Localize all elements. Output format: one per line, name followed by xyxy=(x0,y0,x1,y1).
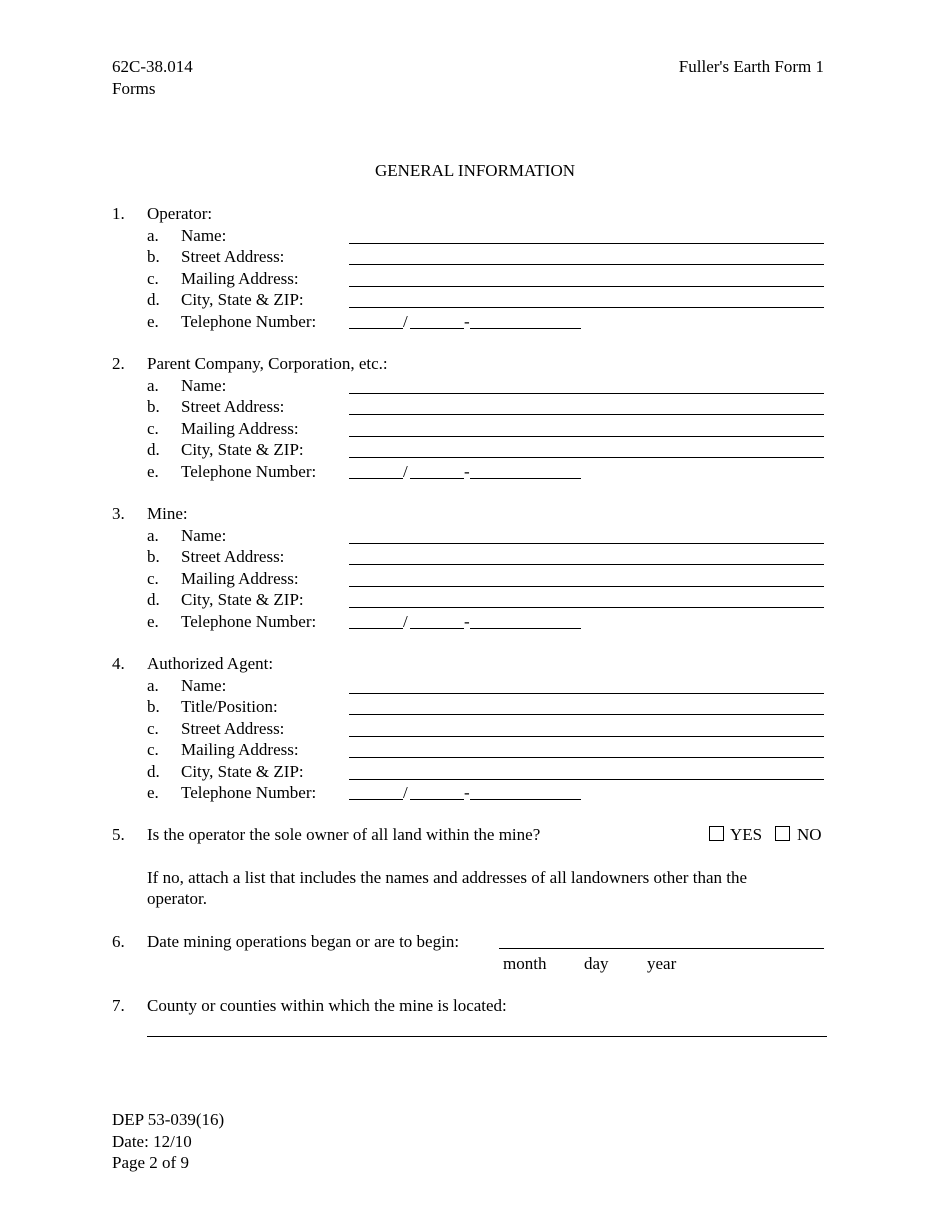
section-title: Parent Company, Corporation, etc.: xyxy=(147,354,388,373)
line-number-blank[interactable] xyxy=(470,328,581,329)
field-letter: d. xyxy=(147,440,160,459)
dash-separator: - xyxy=(464,312,470,331)
dash-separator: - xyxy=(464,612,470,631)
field-letter: b. xyxy=(147,247,160,266)
field-label: Name: xyxy=(181,526,227,545)
area-code-blank[interactable] xyxy=(349,799,403,800)
input-line[interactable] xyxy=(349,243,824,244)
area-code-blank[interactable] xyxy=(349,478,403,479)
input-line[interactable] xyxy=(349,586,824,587)
county-field[interactable] xyxy=(147,1036,827,1037)
yes-checkbox[interactable] xyxy=(709,826,724,841)
question-5-number: 5. xyxy=(112,825,125,844)
section-number: 2. xyxy=(112,354,125,373)
slash-separator: / xyxy=(403,312,408,331)
slash-separator: / xyxy=(403,783,408,802)
yes-label: YES xyxy=(730,825,763,844)
field-letter: b. xyxy=(147,547,160,566)
field-letter: c. xyxy=(147,569,159,588)
field-letter: c. xyxy=(147,719,159,738)
input-line[interactable] xyxy=(349,714,824,715)
field-label: City, State & ZIP: xyxy=(181,762,304,781)
field-letter: d. xyxy=(147,590,160,609)
field-letter: e. xyxy=(147,312,159,331)
field-label: City, State & ZIP: xyxy=(181,440,304,459)
field-label: City, State & ZIP: xyxy=(181,590,304,609)
prefix-blank[interactable] xyxy=(410,628,464,629)
page-title: GENERAL INFORMATION xyxy=(374,161,576,180)
section-number: 3. xyxy=(112,504,125,523)
footer-form-number: DEP 53-039(16) xyxy=(112,1110,225,1129)
field-letter: a. xyxy=(147,526,159,545)
question-7-text: County or counties within which the mine is located: xyxy=(147,996,507,1015)
field-letter: d. xyxy=(147,290,160,309)
field-letter: c. xyxy=(147,740,159,759)
field-letter: e. xyxy=(147,462,159,481)
field-label: Telephone Number: xyxy=(181,462,317,481)
input-line[interactable] xyxy=(349,543,824,544)
line-number-blank[interactable] xyxy=(470,628,581,629)
field-label: Mailing Address: xyxy=(181,740,299,759)
question-6-text: Date mining operations began or are to begin: xyxy=(147,932,460,951)
field-letter: d. xyxy=(147,762,160,781)
dash-separator: - xyxy=(464,462,470,481)
input-line[interactable] xyxy=(349,564,824,565)
area-code-blank[interactable] xyxy=(349,628,403,629)
input-line[interactable] xyxy=(349,736,824,737)
telephone-field[interactable] xyxy=(349,311,581,332)
field-label: Mailing Address: xyxy=(181,419,299,438)
field-label: Mailing Address: xyxy=(181,269,299,288)
section-title: Mine: xyxy=(147,504,188,523)
field-label: Telephone Number: xyxy=(181,612,317,631)
area-code-blank[interactable] xyxy=(349,328,403,329)
field-letter: a. xyxy=(147,226,159,245)
field-letter: c. xyxy=(147,269,159,288)
field-label: Street Address: xyxy=(181,247,285,266)
input-line[interactable] xyxy=(349,779,824,780)
day-label: day xyxy=(584,954,609,973)
footer-page: Page 2 of 9 xyxy=(112,1153,189,1172)
footer-date: Date: 12/10 xyxy=(112,1132,192,1151)
field-label: Title/Position: xyxy=(181,697,278,716)
input-line[interactable] xyxy=(349,457,824,458)
input-line[interactable] xyxy=(349,757,824,758)
question-5-note-line2: operator. xyxy=(147,889,207,908)
field-label: Street Address: xyxy=(181,719,285,738)
year-label: year xyxy=(647,954,677,973)
input-line[interactable] xyxy=(349,607,824,608)
form-title: Fuller's Earth Form 1 xyxy=(678,57,824,76)
question-5-note-line1: If no, attach a list that includes the names and addresses of all landowners other than the xyxy=(147,868,748,887)
field-letter: e. xyxy=(147,783,159,802)
input-line[interactable] xyxy=(349,393,824,394)
dash-separator: - xyxy=(464,783,470,802)
telephone-field[interactable] xyxy=(349,782,581,803)
input-line[interactable] xyxy=(349,286,824,287)
field-letter: c. xyxy=(147,419,159,438)
input-line[interactable] xyxy=(349,264,824,265)
input-line[interactable] xyxy=(349,693,824,694)
field-label: Telephone Number: xyxy=(181,783,317,802)
rule-number: 62C-38.014 xyxy=(112,57,193,76)
field-letter: a. xyxy=(147,676,159,695)
field-letter: e. xyxy=(147,612,159,631)
field-label: Street Address: xyxy=(181,397,285,416)
input-line[interactable] xyxy=(349,307,824,308)
prefix-blank[interactable] xyxy=(410,799,464,800)
line-number-blank[interactable] xyxy=(470,799,581,800)
date-began-field[interactable] xyxy=(499,948,824,949)
question-6-number: 6. xyxy=(112,932,125,951)
field-letter: b. xyxy=(147,697,160,716)
telephone-field[interactable] xyxy=(349,461,581,482)
no-label: NO xyxy=(797,825,822,844)
field-label: City, State & ZIP: xyxy=(181,290,304,309)
field-label: Street Address: xyxy=(181,547,285,566)
field-letter: b. xyxy=(147,397,160,416)
field-label: Name: xyxy=(181,226,227,245)
slash-separator: / xyxy=(403,462,408,481)
month-label: month xyxy=(503,954,547,973)
input-line[interactable] xyxy=(349,414,824,415)
field-label: Telephone Number: xyxy=(181,312,317,331)
section-number: 4. xyxy=(112,654,125,673)
telephone-field[interactable] xyxy=(349,611,581,632)
field-label: Mailing Address: xyxy=(181,569,299,588)
prefix-blank[interactable] xyxy=(410,478,464,479)
input-line[interactable] xyxy=(349,436,824,437)
slash-separator: / xyxy=(403,612,408,631)
rule-category: Forms xyxy=(112,79,156,98)
field-label: Name: xyxy=(181,376,227,395)
line-number-blank[interactable] xyxy=(470,478,581,479)
field-letter: a. xyxy=(147,376,159,395)
section-title: Operator: xyxy=(147,204,213,223)
field-label: Name: xyxy=(181,676,227,695)
section-number: 1. xyxy=(112,204,125,223)
no-checkbox[interactable] xyxy=(775,826,790,841)
section-title: Authorized Agent: xyxy=(147,654,274,673)
question-7-number: 7. xyxy=(112,996,125,1015)
question-5-text: Is the operator the sole owner of all land within the mine? xyxy=(147,825,541,844)
prefix-blank[interactable] xyxy=(410,328,464,329)
